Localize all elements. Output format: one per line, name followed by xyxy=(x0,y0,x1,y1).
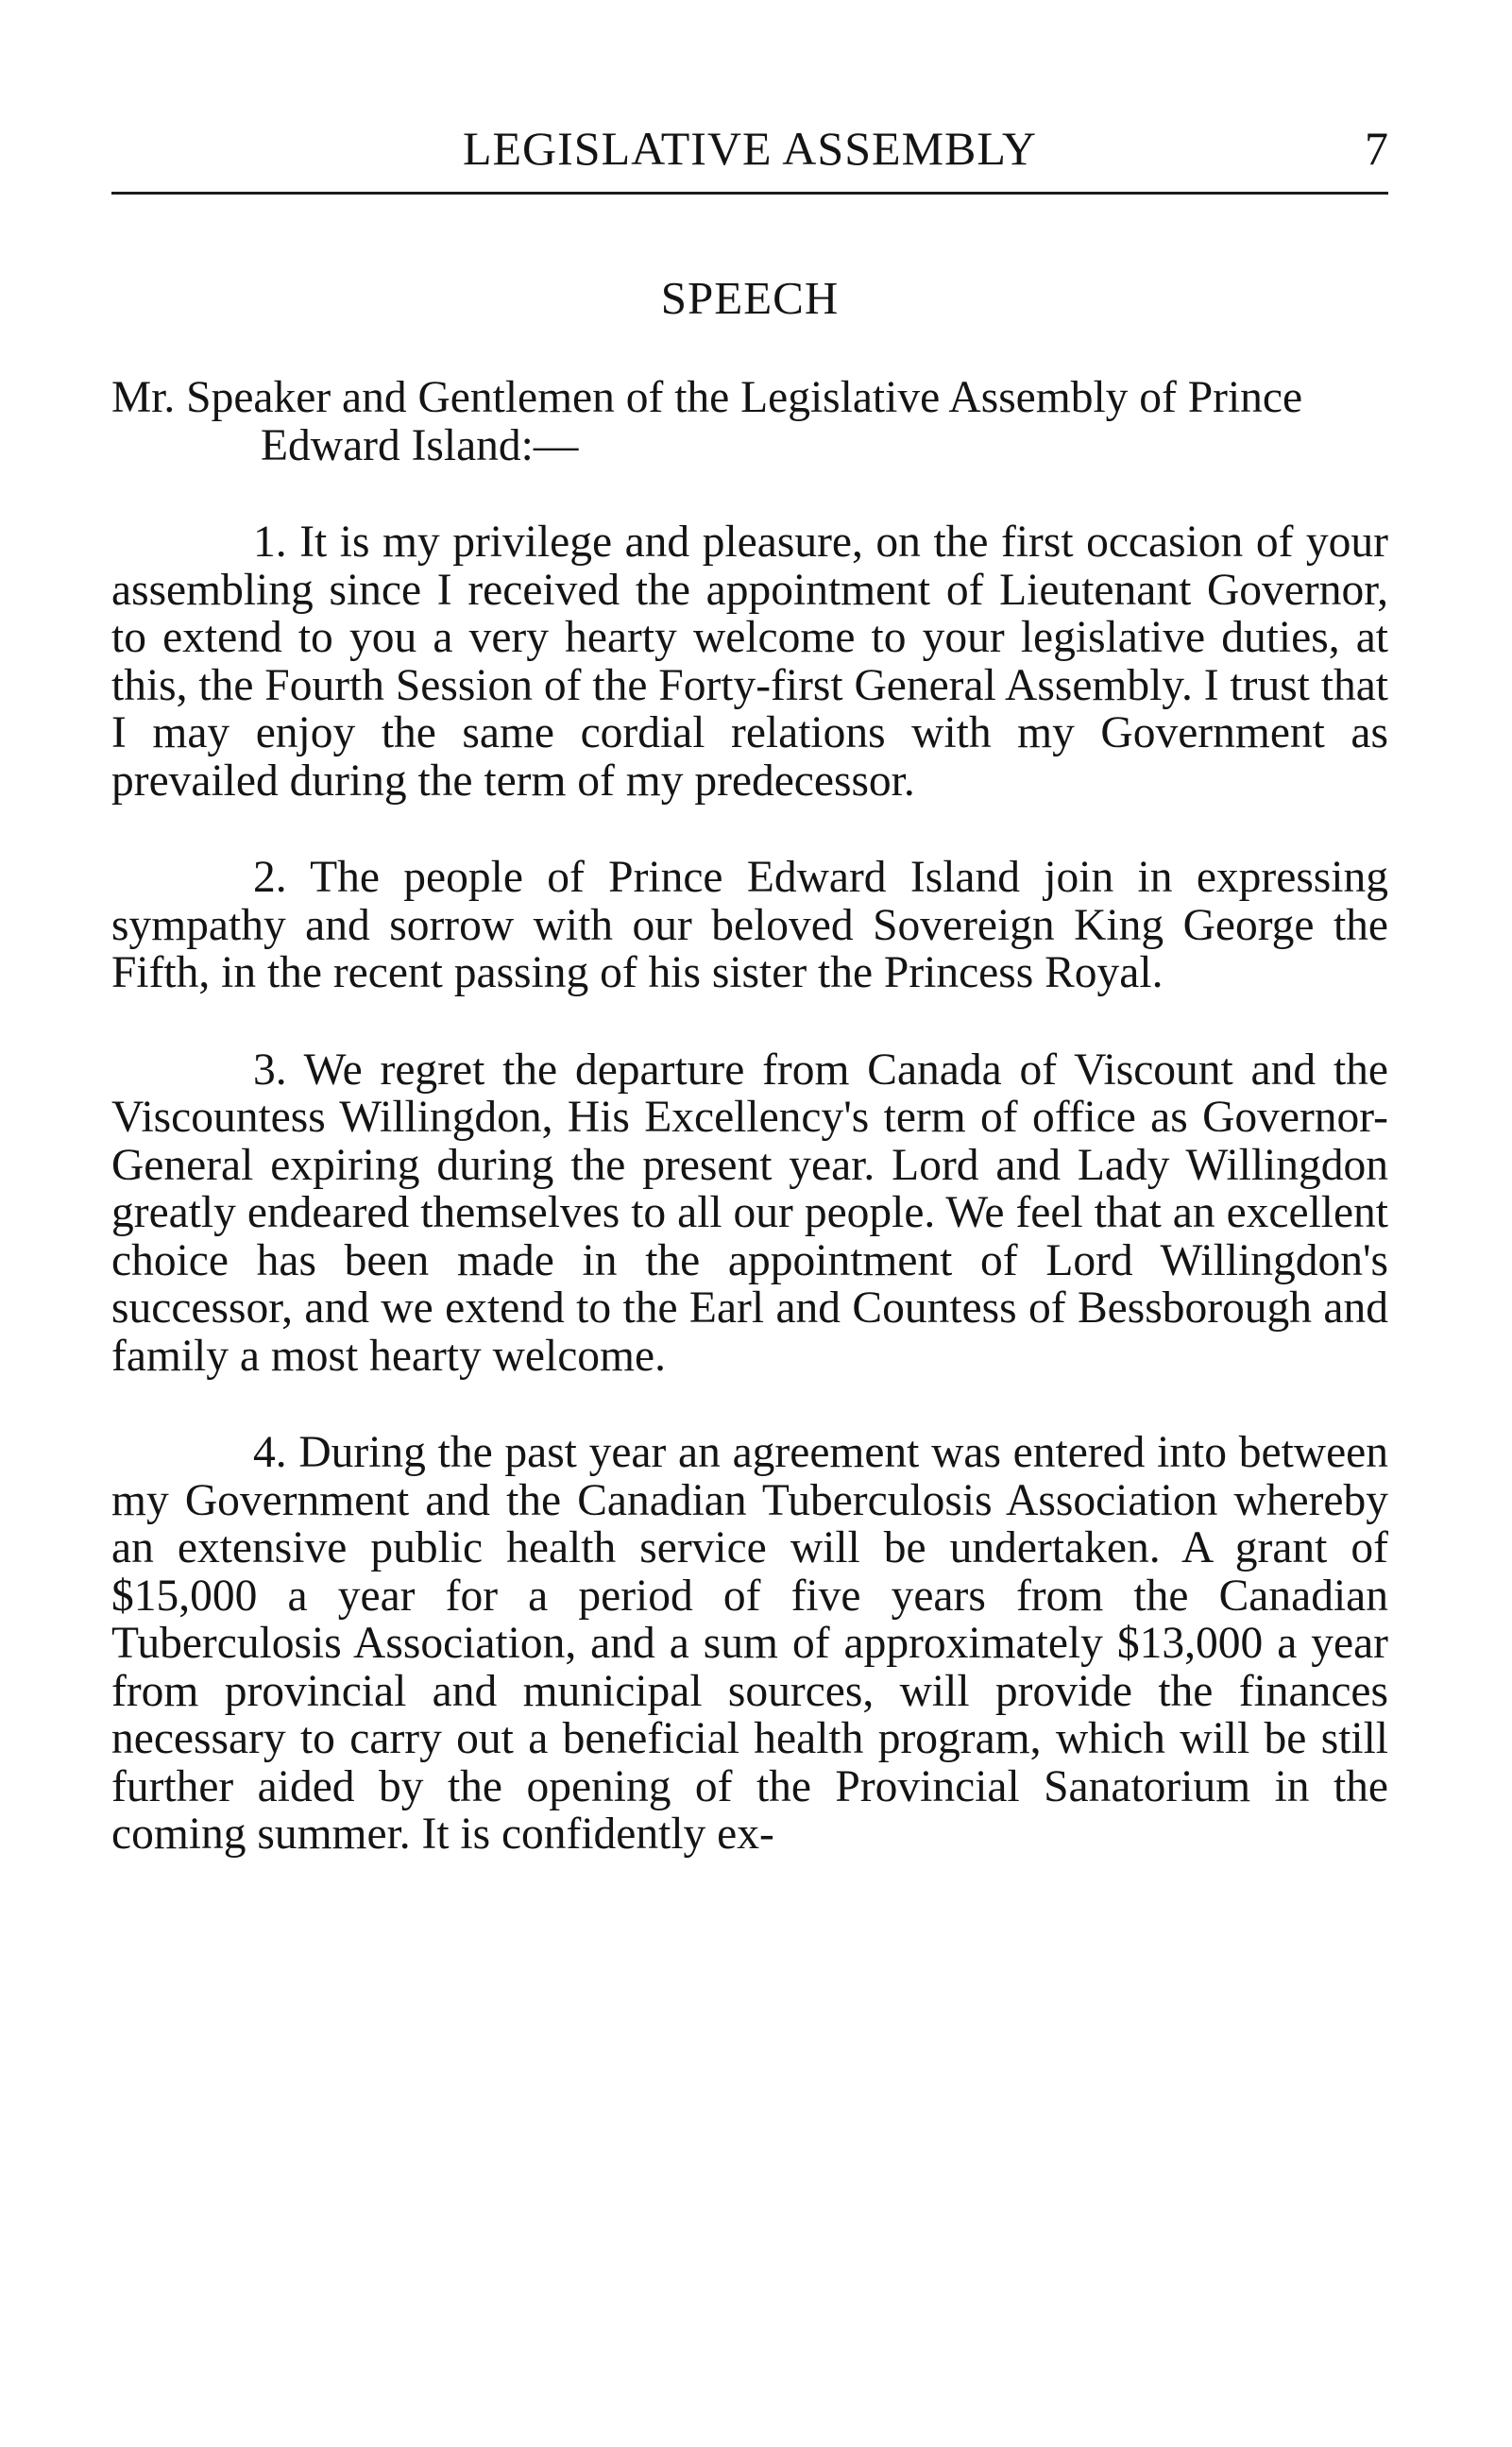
paragraph-number: 2. xyxy=(253,853,287,902)
header-rule xyxy=(111,192,1388,195)
running-title: LEGISLATIVE ASSEMBLY xyxy=(462,122,1038,175)
paragraph-text: During the past year an agreement was entered into between my Government and the Canadian Tuberculosis Association whereby an extensive public health service will be undertaken. A grant of $15,000 a year for a period of five years from the Canadian Tuberculosis Association, and a sum of approximately $13,000 a year from provincial and municipal sources, will provide the finances necessary to carry out a beneficial health program, which will be still further aided by the opening of the Provincial Sanatorium in the coming summer. It is confidently ex- xyxy=(111,1428,1389,1859)
salutation: Mr. Speaker and Gentlemen of the Legislative Assembly of Prince Edward Island:— xyxy=(111,373,1303,470)
paragraph-3 xyxy=(111,1046,1388,1381)
paragraph-2 xyxy=(111,854,1388,997)
paragraph-number: 4. xyxy=(253,1428,287,1477)
paragraph-number: 1. xyxy=(253,518,287,567)
paragraph-4 xyxy=(111,1429,1388,1859)
paragraph-1 xyxy=(111,518,1388,805)
page-number: 7 xyxy=(1365,122,1388,175)
running-head xyxy=(111,118,1388,178)
paragraph-number: 3. xyxy=(253,1045,287,1095)
paragraph-text: We regret the departure from Canada of Viscount and the Viscountess Willingdon, His Excellency's term of office as Governor-General expiring during the present year. Lord and Lady Willingdon greatly endeared themselves to all our people. We feel that an excellent choice has been made in the appointment of Lord Willingdon's successor, and we extend to the Earl and Countess of Bessborough and family a most hearty welcome. xyxy=(111,1045,1388,1381)
paragraph-text: The people of Prince Edward Island join in expressing sympathy and sorrow with our beloved Sovereign King George the Fifth, in the recent passing of his sister the Princess Royal. xyxy=(111,853,1388,997)
section-heading: SPEECH xyxy=(660,272,840,324)
speech-body xyxy=(111,374,1388,1908)
paragraph-text: It is my privilege and pleasure, on the first occasion of your assembling since I received the appointment of Lieutenant Governor, to extend to you a very hearty welcome to your legislative duties, at this, the Fourth Session of the Forty-first General Assembly. I trust that I may enjoy the same cordial relations with my Government as prevailed during the term of my predecessor. xyxy=(111,518,1389,806)
